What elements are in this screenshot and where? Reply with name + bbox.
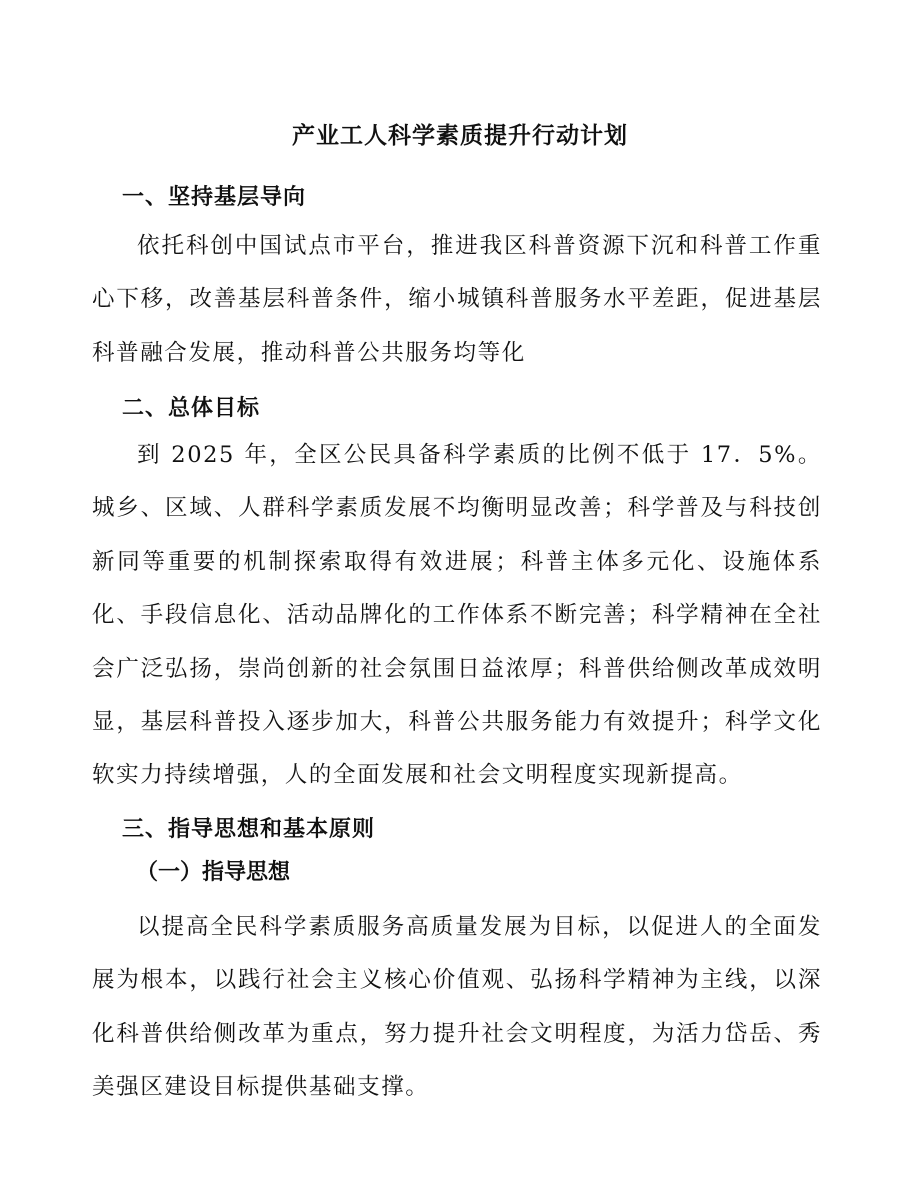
document-title: 产业工人科学素质提升行动计划: [292, 123, 628, 149]
section-heading-2: 二、总体目标: [122, 396, 261, 421]
section-paragraph-1: 依托科创中国试点市平台，推进我区科普资源下沉和科普工作重心下移，改善基层科普条件，缩小城镇科普服务水平差距，促进基层科普融合发展，推动科普公共服务均等化: [92, 233, 822, 366]
section-paragraph-3: 以提高全民科学素质服务高质量发展为目标，以促进人的全面发展为根本，以践行社会主义核心价值观、弘扬科学精神为主线，以深化科普供给侧改革为重点，努力提升社会文明程度，为活力岱岳、秀美强区建设目标提供基础支撑。: [92, 914, 822, 1101]
section-heading-3: 三、指导思想和基本原则: [122, 817, 376, 842]
section-subheading-3-1: （一）指导思想: [136, 859, 291, 885]
section-paragraph-2: 到 2025 年，全区公民具备科学素质的比例不低于 17．5%。城乡、区域、人群科学素质发展不均衡明显改善；科学普及与科技创新同等重要的机制探索取得有效进展；科普主体多元化、设施体系化、手段信息化、活动品牌化的工作体系不断完善；科学精神在全社会广泛弘扬，崇尚创新的社会氛围日益浓厚；科普供给侧改革成效明显，基层科普投入逐步加大，科普公共服务能力有效提升；科学文化软实力持续增强，人的全面发展和社会文明程度实现新提高。: [92, 442, 822, 789]
section-heading-1: 一、坚持基层导向: [122, 185, 307, 210]
